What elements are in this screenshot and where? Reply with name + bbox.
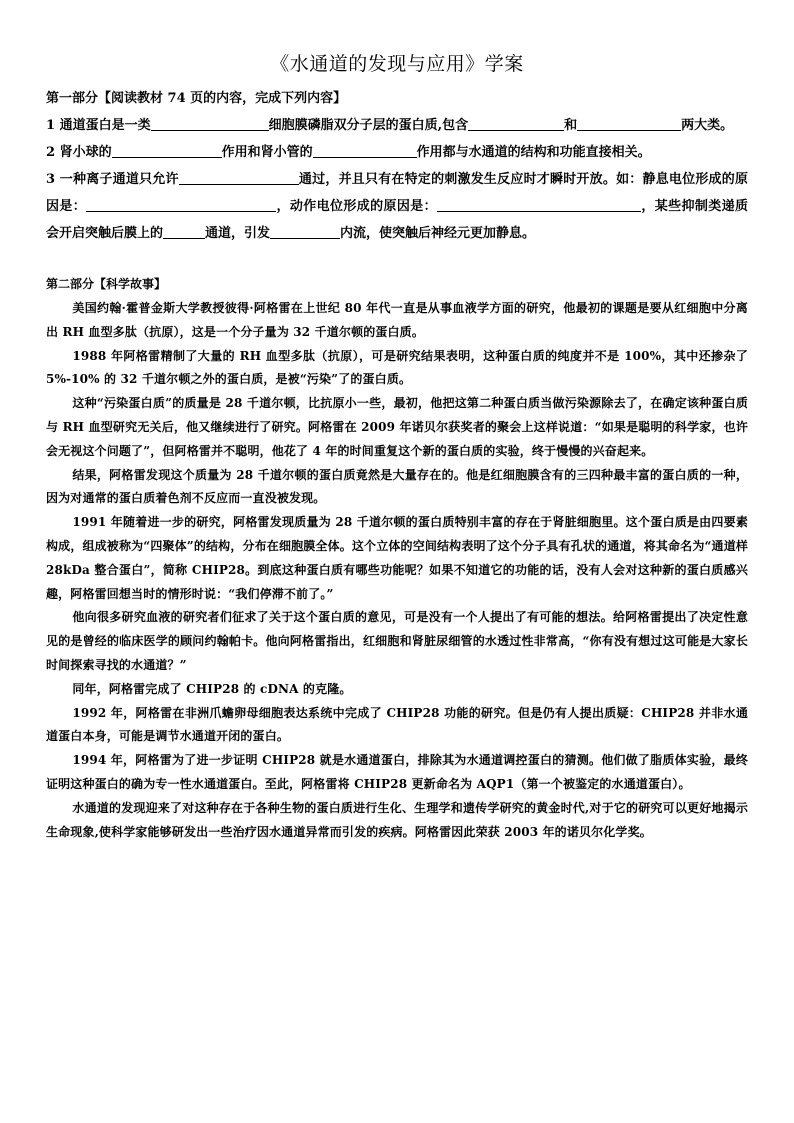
- document-title: 《水通道的发现与应用》学案: [270, 53, 524, 75]
- story-paragraph: 1991 年随着进一步的研究，阿格雷发现质量为 28 千道尔顿的蛋白质特别丰富的存在于肾脏细胞里。这个蛋白质是由四要素构成，组成被称为“四聚体”的结构，分布在细胞膜全体。这个立体的空间结构表明了这个分子具有孔状的通道，将其命名为“通道样 28kDa 整合蛋白”，简称 CHIP28。到底这种蛋白质有哪些功能呢？如果不知道它的功能的话，没有人会对这种新的蛋白质感兴趣，阿格雷回想当时的情形时说：“我们停滞不前了。”: [46, 515, 748, 601]
- document-page: [46, 0, 748, 844]
- question-1-text-d: 两大类。: [681, 118, 734, 133]
- story-paragraph: 这种“污染蛋白质”的质量是 28 千道尔顿，比抗原小一些，最初，他把这第二种蛋白质当做污染源除去了，在确定该种蛋白质与 RH 血型研究无关后，他又继续进行了研究。阿格雷在 2009 年诺贝尔获奖者的聚会上这样说道：“如果是聪明的科学家，也许会无视这个问题了”，但阿格雷并不聪明，他花了 4 年的时间重复这个新的蛋白质的实验，终于慢慢的兴奋起来。: [46, 396, 748, 458]
- fill-blank[interactable]: [112, 142, 222, 158]
- question-1-text-c: 和: [564, 118, 578, 133]
- question-2: [46, 139, 748, 166]
- question-2-text-b: 作用和肾小管的: [221, 145, 313, 160]
- question-2-text-c: 作用都与水通道的结构和功能直接相关。: [416, 145, 651, 160]
- story-paragraph: 同年，阿格雷完成了 CHIP28 的 cDNA 的克隆。: [72, 681, 352, 696]
- fill-blank[interactable]: [163, 223, 205, 239]
- part1-heading: 第一部分【阅读教材 74 页的内容，完成下列内容】: [46, 91, 347, 106]
- question-1-text-a: 1 通道蛋白是一类: [46, 118, 151, 133]
- fill-blank[interactable]: [468, 115, 564, 131]
- story-paragraph: 美国约翰·霍普金斯大学教授彼得·阿格雷在上世纪 80 年代一直是从事血液学方面的研究，他最初的课题是要从红细胞中分离出 RH 血型多肽（抗原），这是一个分子量为 32 千道尔顿的蛋白质。: [46, 301, 748, 339]
- story-paragraph: 1992 年，阿格雷在非洲爪蟾卵母细胞表达系统中完成了 CHIP28 功能的研究。但是仍有人提出质疑：CHIP28 并非水通道蛋白本身，可能是调节水通道开闭的蛋白。: [46, 705, 748, 744]
- question-1-text-b: 细胞膜磷脂双分子层的蛋白质,包含: [268, 118, 469, 133]
- question-3-text-f: 内流，使突触后神经元更加静息。: [340, 226, 536, 241]
- question-3-text-b: 通过，并且只有在特定的刺激发生反应时才瞬时开放。如：静息电位形成的原因是：: [46, 172, 748, 214]
- fill-blank[interactable]: [151, 115, 269, 131]
- story-paragraph: 结果，阿格雷发现这个质量为 28 千道尔顿的蛋白质竟然是大量存在的。他是红细胞膜含有的三四种最丰富的蛋白质的一种，因为对通常的蛋白质着色剂不反应而一直没被发现。: [46, 467, 748, 506]
- question-3-text-e: 通道，引发: [205, 226, 271, 241]
- question-3: [46, 166, 748, 247]
- question-3-text-c: ，动作电位形成的原因是：: [276, 199, 437, 214]
- story-paragraph: 他向很多研究血液的研究者们征求了关于这个蛋白质的意见，可是没有一个人提出了有可能的想法。给阿格雷提出了决定性意见的是曾经的临床医学的顾问约翰帕卡。他向阿格雷指出，红细胞和肾脏尿细管的水透过性非常高，“你有没有想过这可能是大家长时间探索寻找的水通道？”: [46, 610, 748, 672]
- question-1: [46, 112, 748, 139]
- fill-blank[interactable]: [86, 196, 276, 212]
- fill-blank[interactable]: [313, 142, 417, 158]
- question-2-text-a: 2 肾小球的: [46, 145, 112, 160]
- fill-blank[interactable]: [577, 115, 681, 131]
- question-3-text-a: 3 一种离子通道只允许: [46, 172, 179, 187]
- fill-blank[interactable]: [437, 196, 641, 212]
- fill-blank[interactable]: [270, 223, 340, 239]
- question-3-text-d: ，某些抑制类递质会开启突触后膜上的: [46, 199, 748, 241]
- science-story: [46, 297, 748, 844]
- story-paragraph: 水通道的发现迎来了对这种存在于各种生物的蛋白质进行生化、生理学和遗传学研究的黄金时代,对于它的研究可以更好地揭示生命现象,使科学家能够研发出一些治疗因水通道异常而引发的疾病。阿格雷因此荣获 2003 年的诺贝尔化学奖。: [46, 800, 748, 839]
- part2-heading: 第二部分【科学故事】: [46, 277, 167, 291]
- fill-blank[interactable]: [179, 169, 299, 185]
- story-paragraph: 1988 年阿格雷精制了大量的 RH 血型多肽（抗原），可是研究结果表明，这种蛋白质的纯度并不是 100%，其中还掺杂了 5%-10% 的 32 千道尔顿之外的蛋白质，是被“污染”了的蛋白质。: [46, 348, 748, 387]
- story-paragraph: 1994 年，阿格雷为了进一步证明 CHIP28 就是水通道蛋白，排除其为水通道调控蛋白的猜测。他们做了脂质体实验，最终证明这种蛋白的确为专一性水通道蛋白。至此，阿格雷将 CHIP28 更新命名为 AQP1（第一个被鉴定的水通道蛋白）。: [46, 753, 748, 791]
